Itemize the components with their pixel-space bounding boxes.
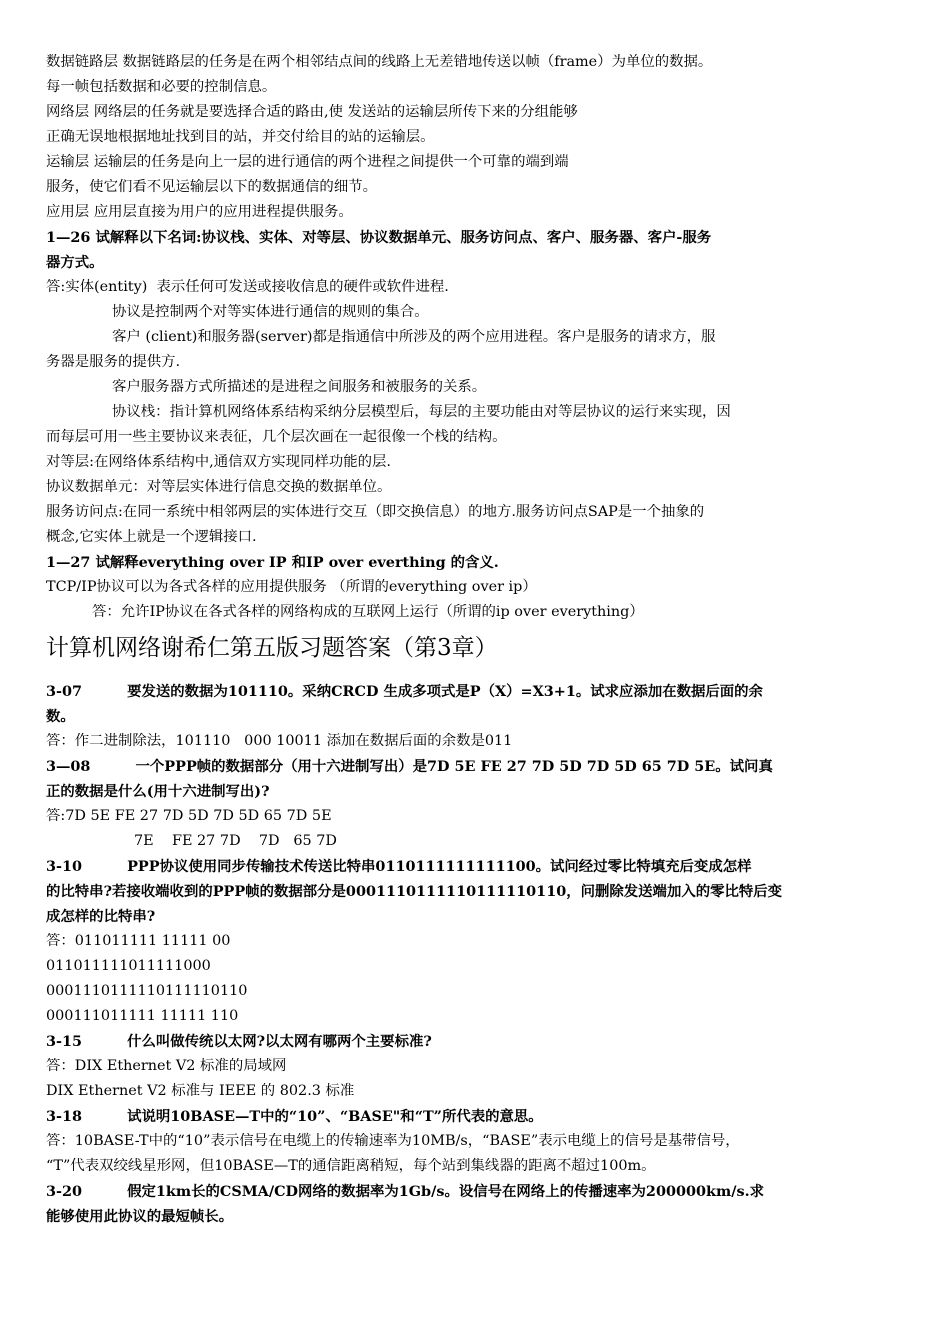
text-line: 协议数据单元：对等层实体进行信息交换的数据单位。	[46, 479, 392, 495]
text-line: 答：作二进制除法，101110 000 10011 添加在数据后面的余数是011	[46, 733, 513, 749]
text-line: 数据链路层 数据链路层的任务是在两个相邻结点间的线路上无差错地传送以帧（frame）为单位的数据。	[46, 54, 713, 70]
text-line: 每一帧包括数据和必要的控制信息。	[46, 79, 277, 95]
text-line: 答：DIX Ethernet V2 标准的局域网	[46, 1058, 287, 1074]
text-line: 服务，使它们看不见运输层以下的数据通信的细节。	[46, 179, 377, 195]
text-line: 000111011111 11111 110	[46, 1008, 239, 1024]
text-line: 对等层:在网络体系结构中,通信双方实现同样功能的层.	[46, 454, 391, 470]
question-line: 3-20 假定1km长的CSMA/CD网络的数据率为1Gb/s。设信号在网络上的传播速率为200000km/s.求	[46, 1183, 764, 1200]
text-line: 客户 (client)和服务器(server)都是指通信中所涉及的两个应用进程。客户是服务的请求方，服	[112, 329, 716, 345]
text-line: 应用层 应用层直接为用户的应用进程提供服务。	[46, 204, 353, 220]
text-line: 答：允许IP协议在各式各样的网络构成的互联网上运行（所谓的ip over everything）	[92, 604, 644, 620]
question-line: 器方式。	[46, 254, 104, 271]
text-line: 答：011011111 11111 00	[46, 933, 231, 949]
question-line: 3-18 试说明10BASE—T中的“10”、“BASE"和“T”所代表的意思。	[46, 1108, 543, 1125]
question-line: 3-07 要发送的数据为101110。采纳CRCD 生成多项式是P（X）=X3+1。试求应添加在数据后面的余	[46, 683, 763, 700]
question-line: 1—26 试解释以下名词:协议栈、实体、对等层、协议数据单元、服务访问点、客户、服务器、客户-服务	[46, 229, 712, 246]
document-page	[46, 50, 906, 1229]
text-line: 服务访问点:在同一系统中相邻两层的实体进行交互（即交换信息）的地方.服务访问点SAP是一个抽象的	[46, 504, 705, 520]
text-line: “T”代表双绞线星形网，但10BASE—T的通信距离稍短，每个站到集线器的距离不超过100m。	[46, 1158, 656, 1174]
text-line: 7E FE 27 7D 7D 65 7D	[134, 833, 337, 849]
question-line: 1—27 试解释everything over IP 和IP over everthing 的含义.	[46, 554, 499, 571]
question-line: 的比特串?若接收端收到的PPP帧的数据部分是0001110111110111110110，问删除发送端加入的零比特后变	[46, 883, 783, 900]
question-line: 能够使用此协议的最短帧长。	[46, 1208, 234, 1225]
text-line: 概念,它实体上就是一个逻辑接口.	[46, 529, 257, 545]
question-line: 数。	[46, 708, 75, 725]
section-chapter-3-answers	[46, 679, 906, 1229]
question-line: 正的数据是什么(用十六进制写出)?	[46, 783, 270, 800]
question-line: 3-10 PPP协议使用同步传输技术传送比特串0110111111111100。试问经过零比特填充后变成怎样	[46, 858, 752, 875]
text-line: 011011111011111000	[46, 958, 211, 974]
text-line: 而每层可用一些主要协议来表征，几个层次画在一起很像一个栈的结构。	[46, 429, 507, 445]
text-line: TCP/IP协议可以为各式各样的应用提供服务 （所谓的everything over ip）	[46, 579, 537, 595]
chapter-heading: 计算机网络谢希仁第五版习题答案（第3章）	[46, 635, 498, 661]
text-line: 客户服务器方式所描述的是进程之间服务和被服务的关系。	[112, 379, 487, 395]
question-line: 成怎样的比特串?	[46, 908, 156, 925]
text-line: 答：10BASE-T中的“10”表示信号在电缆上的传输速率为10MB/s，“BASE”表示电缆上的信号是基带信号，	[46, 1133, 740, 1149]
text-line: 答:7D 5E FE 27 7D 5D 7D 5D 65 7D 5E	[46, 808, 332, 824]
text-line: 务器是服务的提供方.	[46, 354, 181, 370]
question-line: 3—08 一个PPP帧的数据部分（用十六进制写出）是7D 5E FE 27 7D 5D 7D 5D 65 7D 5E。试问真	[46, 758, 773, 775]
section-network-layers-answers	[46, 50, 906, 625]
text-line: 协议是控制两个对等实体进行通信的规则的集合。	[112, 304, 429, 320]
text-line: 网络层 网络层的任务就是要选择合适的路由,使 发送站的运输层所传下来的分组能够	[46, 104, 578, 120]
text-line: 答:实体(entity) 表示任何可发送或接收信息的硬件或软件进程.	[46, 279, 449, 295]
text-line: 正确无误地根据地址找到目的站，并交付给目的站的运输层。	[46, 129, 435, 145]
question-line: 3-15 什么叫做传统以太网?以太网有哪两个主要标准?	[46, 1033, 432, 1050]
text-line: 协议栈：指计算机网络体系结构采纳分层模型后，每层的主要功能由对等层协议的运行来实现，因	[112, 404, 731, 420]
text-line: DIX Ethernet V2 标准与 IEEE 的 802.3 标准	[46, 1083, 355, 1099]
text-line: 运输层 运输层的任务是向上一层的进行通信的两个进程之间提供一个可靠的端到端	[46, 154, 569, 170]
text-line: 0001110111110111110110	[46, 983, 248, 999]
